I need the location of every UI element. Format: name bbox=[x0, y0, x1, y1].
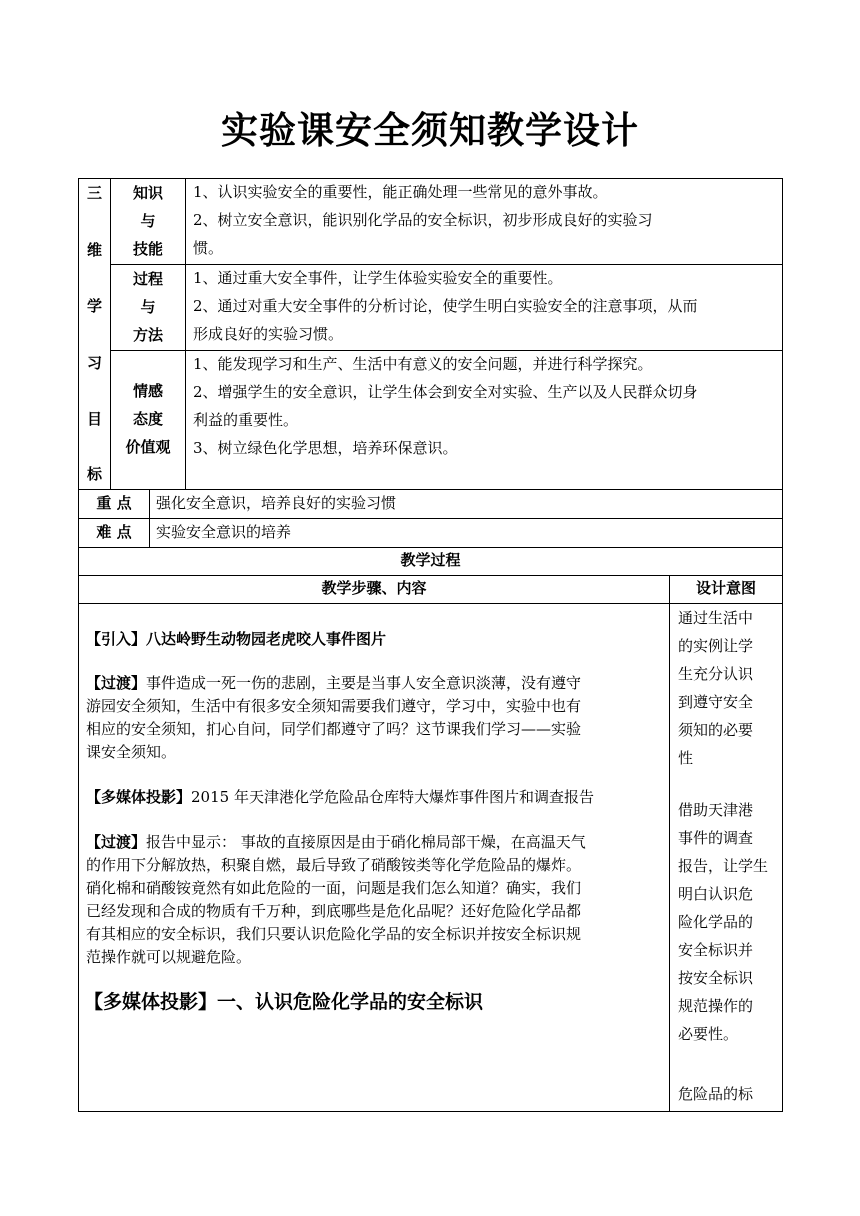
step-intro: 【引入】八达岭野生动物园老虎咬人事件图片 bbox=[86, 630, 387, 648]
key-point-text: 强化安全意识，培养良好的实验习惯 bbox=[156, 494, 397, 512]
steps-column-header: 教学步骤、内容 bbox=[321, 579, 427, 597]
step-tag: 【引入】 bbox=[86, 630, 147, 648]
difficulty-label: 难 点 bbox=[96, 523, 132, 541]
page-title: 实验课安全须知教学设计 bbox=[221, 109, 639, 152]
key-point-label: 重 点 bbox=[96, 494, 132, 512]
step-multimedia-1: 【多媒体投影】2015 年天津港化学危险品仓库特大爆炸事件图片和调查报告 bbox=[86, 788, 594, 806]
process-header: 教学过程 bbox=[400, 551, 461, 569]
step-multimedia-2: 【多媒体投影】一、认识危险化学品的安全标识 bbox=[84, 991, 484, 1013]
difficulty-text: 实验安全意识的培养 bbox=[156, 523, 292, 541]
intent-column-header: 设计意图 bbox=[695, 579, 756, 597]
objectives-group-cell bbox=[78, 178, 111, 490]
